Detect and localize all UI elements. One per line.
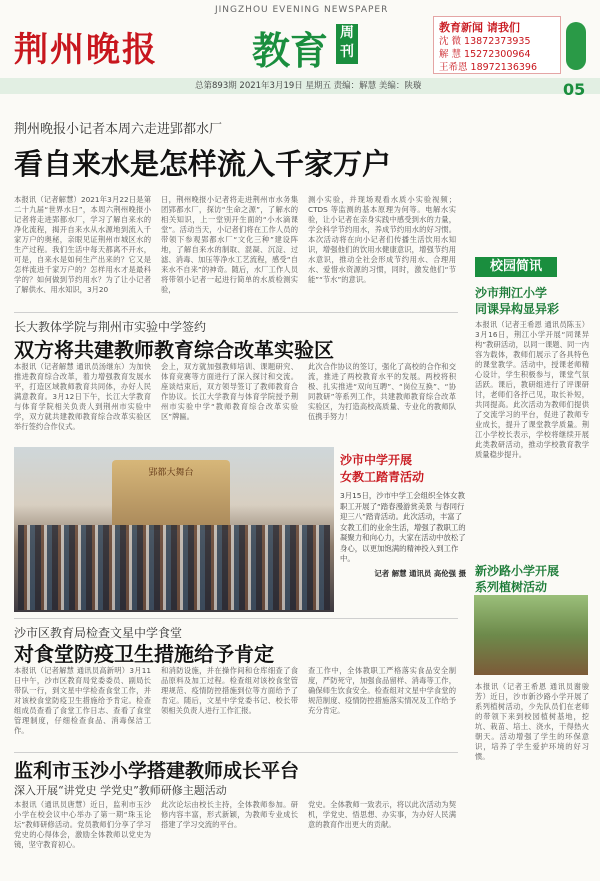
canteen-col-1: 本报讯（记者解慧 通讯员高新明）3月11日中午，沙市区教育局党委委员、副局长带队一行，到文星中学检查食堂工作，并对该校食堂防疫卫生措施给予肯定。检查组成员查看了食堂工作日志、查看了食堂管理制度，仔细检查食品、消毒保洁工作。: [14, 666, 151, 735]
women-outing-title: 沙市中学开展: [340, 453, 413, 467]
divider: [14, 618, 458, 619]
canteen-kicker: 沙市区教育局检查文星中学食堂: [14, 626, 183, 640]
teacher-headline: 监利市玉沙小学搭建教师成长平台: [14, 760, 300, 782]
campus-story2-body: 本报讯（记者王希恩 通讯员谢骏芳）近日，沙市新沙路小学开展了系列植树活动，少先队员们在老师的带领下来到校园植树基地，挖坑、栽苗、培土、浇水，干得热火朝天。活动增强了学生的环保意识，培养了学生爱护环境的好习惯。: [475, 682, 589, 761]
women-outing-text: [340, 451, 466, 583]
issue-meta: 总第893期 2021年3月19日 星期五 责编：解慧 美编：陕璇: [0, 78, 600, 94]
crowd: [18, 525, 330, 610]
divider: [14, 752, 458, 753]
newspaper-logo: 荆州晚报: [14, 30, 158, 70]
coop-col-3: 此次合作协议的签订，强化了高校的合作和交流，推进了两校教育水平的发展。两校将积极、扎实推进“双向互聘”、“岗位互换”、“协同教研”等系列工作，共建教师教育综合改革实验区，为打造高校高质量、专业化的教师队伍携手努力！: [308, 362, 456, 421]
coop-headline: 双方将共建教师教育综合改革实验区: [14, 338, 334, 362]
newspaper-english-title: JINGZHOU EVENING NEWSPAPER: [215, 5, 389, 15]
hotline-row: 王希恩 18972136396: [439, 62, 538, 73]
hotline-row: 解 慧 15272300964: [439, 49, 531, 60]
divider: [14, 312, 458, 313]
coop-col-1: 本报讯（记者解慧 通讯员汤继东）为加快推进教育综合改革，着力增强教育发展水平，打造区域教师教育共同体，办好人民满意教育。3月12日下午，长江大学教育与体育学院相关负责人到荆州市实验中学，双方就共建教师教育综合改革实验区举行签约合作仪式。: [14, 362, 151, 431]
canteen-headline: 对食堂防疫卫生措施给予肯定: [14, 642, 274, 666]
canteen-col-3: 查工作中，全体教职工严格落实食品安全制度，严防死守，加强食品留样、消毒等工作，确保师生饮食安全。检查组对文星中学食堂的规范制度、疫情防控措施落实情况及工作给予充分肯定。: [308, 666, 456, 715]
teacher-col-3: 党史。全体教师一致表示，将以此次活动为契机，学党史、悟思想、办实事，为办好人民满意的教育作出更大的贡献。: [308, 800, 456, 829]
campus-story2-title2: 系列植树活动: [475, 580, 548, 594]
campus-news-header: 校园简讯: [475, 257, 557, 277]
lead-kicker: 荆州晚报小记者本周六走进郢都水厂: [14, 122, 223, 137]
teacher-col-2: 此次论坛由校长主持，全体教师参加。研修内容丰富，形式新颖，为教师专业成长搭建了学习交流的平台。: [161, 800, 298, 829]
hotline-title: 教育新闻 请我们: [439, 21, 520, 34]
phone-icon: [566, 22, 586, 70]
lead-col-2: 日，荆州晚报小记者将走进荆州市水务集团郢都水厂，探访“生命之源”，了解水的相关知识，上一堂别开生面的“小水滴课堂”。活动当天，小记者们将在工作人员的带领下参观郢都水厂“文化三种”建设阵地，了解自来水的制取、混凝、沉淀、过滤、消毒、加压等净水工艺流程，感受“自来水不自来”的神奇。随后，水厂工作人员将带领小记者一起进行简单的水质检测实验，: [161, 195, 298, 294]
lead-col-1: 本报讯（记者解慧）2021年3月22日是第二十九届“世界水日”，本周六荆州晚报小记者将走进郢都水厂，学习了解自来水的净化流程，揭开自来水从水源地到流入千家万户的奥秘，亲眼见证荆州市城区水的生产过程。我们生活中每天都离不开水，可是，自来水是如何生产出来的？它又是怎样流进千家万户的？怎样用水才是最科学的？如何做到节约用水？为了让小记者了解供水、用水知识，3月20: [14, 195, 151, 294]
lead-headline: 看自来水是怎样流入千家万户: [14, 147, 392, 181]
page-number: 05: [563, 80, 586, 99]
weekly-badge: 周刊: [336, 24, 358, 64]
teacher-col-1: 本报讯（通讯员唐慧）近日，监利市玉沙小学在校会议中心举办了第一期“珠玉论坛”教师研修活动。党员教师们分享了学习党史的心得体会，激励全体教师以党史为镜，坚守教育初心。: [14, 800, 151, 849]
news-hotline-box: [433, 16, 561, 74]
campus-story2-title: 新沙路小学开展: [475, 564, 560, 578]
teacher-kicker: 深入开展“讲党史 学党史”教师研修主题活动: [14, 784, 227, 797]
campus-story1-title: 沙市荆江小学: [475, 286, 548, 300]
photo-credit: 记者 解慧 通讯员 高伦强 摄: [374, 568, 466, 578]
hotline-row: 沈 微 13872373935: [439, 36, 531, 47]
campus-story1-title2: 同课异构显异彩: [475, 302, 560, 316]
canteen-col-2: 和消防设施，并在操作间和仓库细查了食品原料及加工过程。检查组对该校食堂管理规范、疫情防控措施到位等方面给予了肯定。随后，文星中学党委书记、校长带领相关负责人进行工作汇报。: [161, 666, 298, 715]
section-title: 教育: [252, 28, 329, 73]
campus-story1-body: 本报讯（记者王希恩 通讯员陈玉）3月16日，荆江小学开展“同课异构”教研活动，以同一课题、同一内容为载体，教师们展示了各具特色的课堂教学。活动中，授课老师精心设计，学生积极参与，课堂气氛活跃。课后，教研组进行了评课研讨，老师们各抒己见，取长补短，共同提高。此次活动为教师们提供了交流学习的平台，促进了教师专业成长，提升了课堂教学质量。荆江小学校长表示，学校将继续开展此类教研活动，推动学校教育教学质量稳步提升。: [475, 320, 589, 459]
women-outing-title2: 女教工踏青活动: [340, 470, 425, 484]
women-outing-body: 3月15日，沙市中学工会组织全体女教职工开展了“踏春漫游赏美景 与春同行迎三八”踏青活动。此次活动，丰富了女教工们的业余生活，增强了教职工的凝聚力和向心力，大家在活动中放松了身心，以更加饱满的精神投入到工作中。: [340, 491, 466, 563]
tree-planting-photo: [474, 595, 588, 675]
coop-col-2: 会上，双方就加强教师培训、课题研究、体育竞赛等方面进行了深入探讨和交流。座谈结束后，双方领导签订了教师教育合作协议。长江大学教育与体育学院授予荆州市实验中学“教师教育综合改革实验区”牌匾。: [161, 362, 298, 421]
coop-kicker: 长大教体学院与荆州市实验中学签约: [14, 320, 207, 334]
lead-col-3: 测小实验，并现场观看水质小实验视频；CTDS 等监测的基本原理为何等。电解水实验，让小记者在亲身实践中感受到水的力量，学会科学节约用水，养成节约用水的好习惯。本次活动将在向小记者们传播生活饮用水知识，增强他们的饮用水健康意识，增强节约用水意识，推动全社会形成节约用水、合理用水、爱惜水资源的习惯，同时，激发他们“节能”“节水”的意识。: [308, 195, 456, 284]
gate-sign: 郢都大舞台: [148, 468, 194, 478]
